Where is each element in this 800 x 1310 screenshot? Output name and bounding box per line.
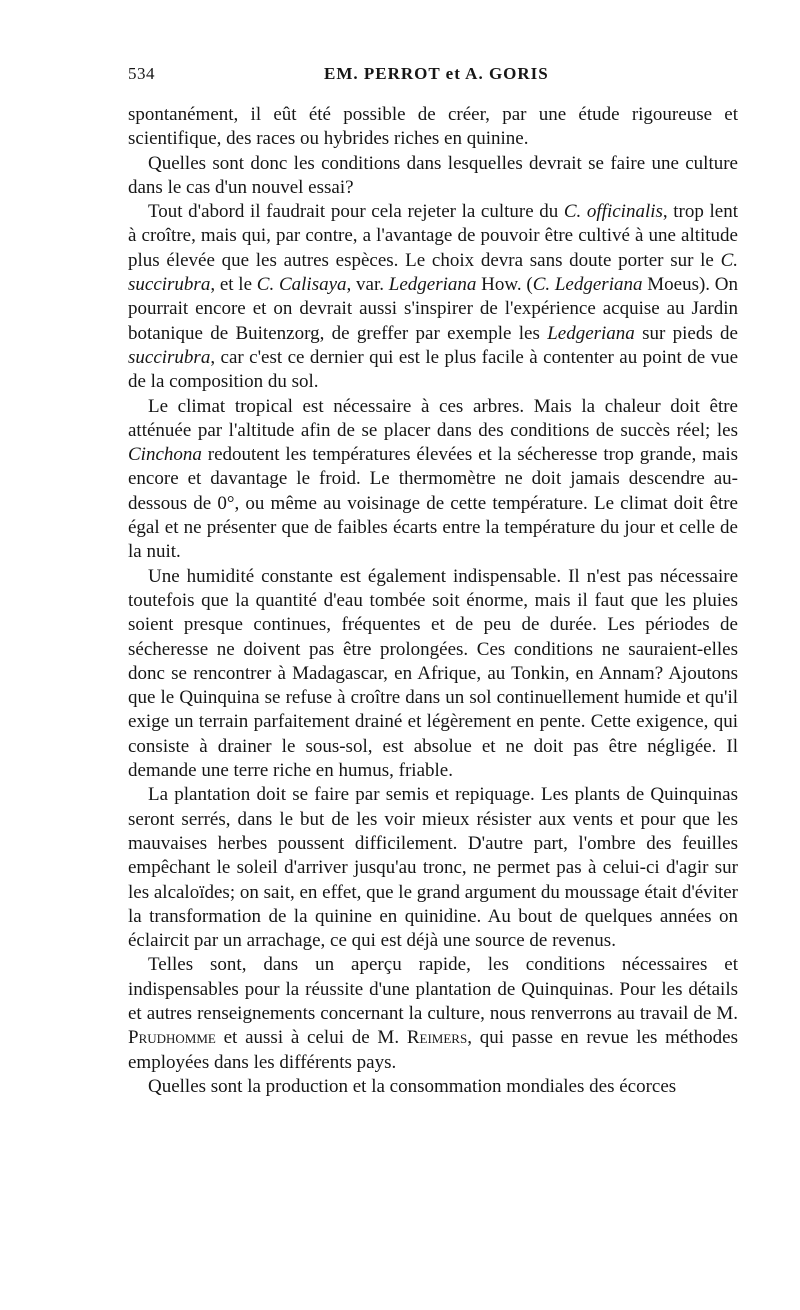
italic-text: succirubra — [128, 346, 211, 368]
text-run: , et le — [210, 274, 257, 296]
text-run: , trop lent à croître, mais qui, par contre, a l'avantage de pouvoir être cultivé à une altitude plus élevée que les autres espèces. Le choix devra sans doute porter sur le — [128, 201, 738, 271]
text-run: sur pieds de — [634, 322, 738, 344]
paragraph — [128, 395, 738, 565]
italic-text: C. Calisaya — [256, 274, 347, 296]
paragraph — [128, 953, 738, 1074]
text-run: Quelles sont la production et la consommation mondiales des écorces — [148, 1075, 677, 1097]
text-run: , qui passe en revue les méthodes employées dans les différents pays. — [128, 1027, 738, 1073]
italic-text: C. officinalis — [563, 201, 663, 223]
text-run: redoutent les températures élevées et la sécheresse trop grande, mais encore et davantage le froid. Le thermomètre ne doit jamais descendre au-dessous de 0°, ou même au voisinage de cette température. Le climat doit être égal et ne présenter que de faibles écarts entre la température du jour et celle de la nuit. — [128, 444, 738, 563]
text-run: Moeus). On pourrait encore et on devrait aussi s'inspirer de l'expérience acquise au Jardin botanique de Buitenzorg, de greffer par exemple les — [128, 274, 739, 344]
text-run: Quelles sont donc les conditions dans lesquelles devrait se faire une culture dans le cas d'un nouvel essai? — [128, 152, 738, 198]
author-name: Reimers — [406, 1027, 468, 1049]
text-run: spontanément, il eût été possible de créer, par une étude rigoureuse et scientifique, des races ou hybrides riches en quinine. — [128, 104, 738, 150]
paragraph — [128, 200, 738, 394]
text-run: , var. — [346, 274, 389, 296]
text-run: et aussi à celui de M. — [215, 1027, 407, 1049]
page-header — [128, 64, 738, 90]
paragraph — [128, 1075, 738, 1099]
page-number: 534 — [128, 64, 155, 83]
paragraph — [128, 565, 738, 784]
body-text — [128, 103, 738, 1099]
paragraph — [128, 103, 738, 152]
text-run: Le climat tropical est nécessaire à ces arbres. Mais la chaleur doit être atténuée par l'altitude afin de se placer dans des conditions de succès réel; les — [128, 395, 738, 441]
italic-text: C. Ledgeriana — [532, 274, 643, 296]
text-run: How. ( — [476, 274, 533, 296]
text-run: La plantation doit se faire par semis et repiquage. Les plants de Quinquinas seront serrés, dans le but de les voir mieux résister aux vents et pour que les mauvaises herbes poussent difficilement. D'autre part, l'ombre des feuilles empêchant le soleil d'arriver jusqu'au tronc, ne permet pas à celui-ci d'agir sur les alcaloïdes; on sait, en effet, que le grand argument du moussage était d'éviter la transformation de la quinine en quinidine. Au bout de quelques années on éclaircit par un arrachage, ce qui est déjà une source de revenus. — [128, 784, 738, 952]
italic-text: Ledgeriana — [388, 274, 477, 296]
italic-text: Cinchona — [128, 444, 202, 466]
text-run: Tout d'abord il faudrait pour cela rejeter la culture du — [148, 201, 564, 223]
author-name: Prudhomme — [128, 1027, 216, 1049]
italic-text: Ledgeriana — [547, 322, 635, 344]
text-run: Une humidité constante est également indispensable. Il n'est pas nécessaire toutefois que la quantité d'eau tombée soit énorme, mais il faut que les pluies soient presque continues, fréquentes et de peu de durée. Les périodes de sécheresse ne doivent pas être prolongées. Ces conditions ne sauraient-elles donc se rencontrer à Madagascar, en Afrique, au Tonkin, en Annam? Ajoutons que le Quinquina se refuse à croître dans un sol continuellement humide et qu'il exige un terrain parfaitement drainé et légèrement en pente. Cette exigence, qui consiste à drainer le sous-sol, est absolue et ne doit pas être négligée. Il demande une terre riche en humus, friable. — [128, 565, 738, 782]
running-head: EM. PERROT et A. GORIS — [324, 64, 549, 83]
italic-text: C. succirubra — [128, 249, 738, 296]
text-run: Telles sont, dans un aperçu rapide, les conditions nécessaires et indispensables pour la réussite d'une plantation de Quinquinas. Pour les détails et autres renseignements concernant la culture, nous renverrons au travail de M. — [128, 954, 738, 1024]
text-run: , car c'est ce dernier qui est le plus facile à contenter au point de vue de la composition du sol. — [128, 346, 738, 393]
paragraph — [128, 783, 738, 953]
paragraph — [128, 152, 738, 201]
